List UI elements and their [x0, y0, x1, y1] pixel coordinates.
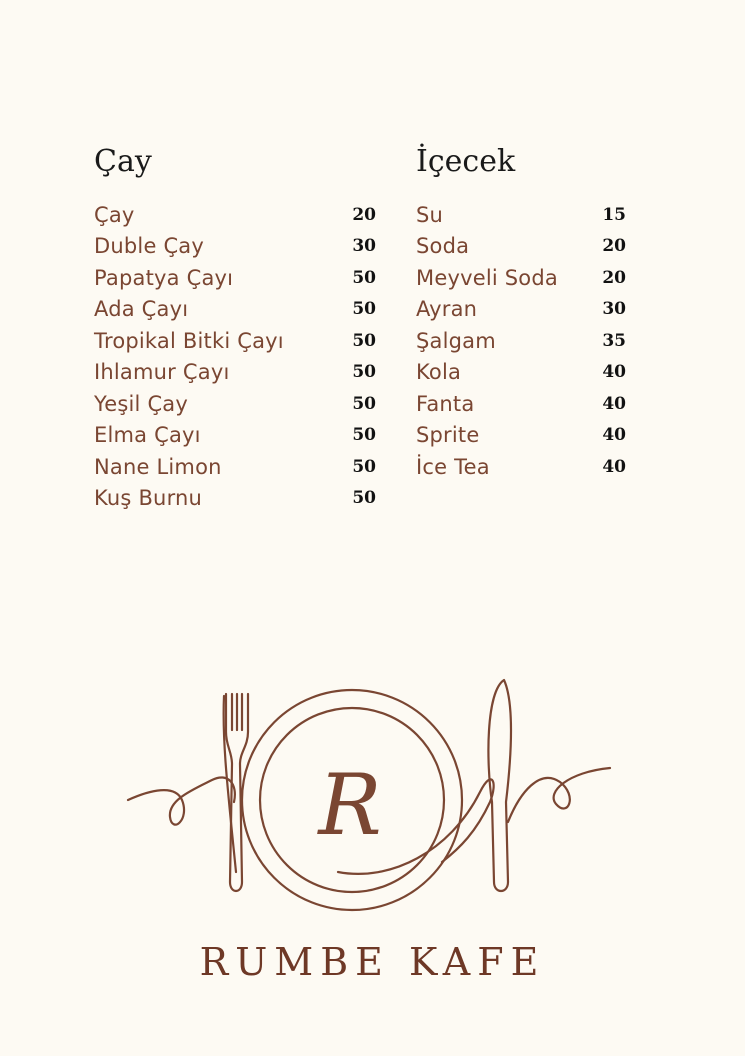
drinks-section-title: İçecek	[416, 144, 516, 179]
item-name: Duble Çay	[94, 234, 204, 259]
list-item	[416, 388, 626, 420]
item-price: 50	[352, 362, 376, 383]
list-item	[94, 451, 376, 483]
item-name: Fanta	[416, 391, 475, 416]
item-price: 40	[602, 425, 626, 446]
item-price: 20	[602, 267, 626, 288]
brand-name: RUMBE KAFE	[199, 940, 546, 984]
list-item	[94, 294, 376, 326]
item-name: Sprite	[416, 423, 480, 448]
list-item	[94, 231, 376, 263]
tea-list	[94, 199, 376, 514]
item-price: 50	[352, 330, 376, 351]
item-price: 50	[352, 267, 376, 288]
list-item	[416, 294, 626, 326]
item-name: Ayran	[416, 297, 478, 322]
drinks-section	[416, 140, 626, 483]
item-price: 50	[352, 456, 376, 477]
item-name: Kuş Burnu	[94, 486, 203, 511]
list-item	[416, 262, 626, 294]
tea-section-title: Çay	[94, 144, 152, 179]
item-price: 30	[602, 299, 626, 320]
list-item	[416, 451, 626, 483]
item-name: Meyveli Soda	[416, 265, 558, 290]
item-name: Nane Limon	[94, 454, 222, 479]
item-price: 50	[352, 425, 376, 446]
item-name: Ada Çayı	[94, 297, 189, 322]
item-price: 40	[602, 393, 626, 414]
item-price: 40	[602, 456, 626, 477]
item-price: 20	[602, 236, 626, 257]
list-item	[416, 199, 626, 231]
tea-section	[94, 140, 376, 514]
item-name: Su	[416, 202, 444, 227]
item-price: 50	[352, 488, 376, 509]
list-item	[416, 420, 626, 452]
item-name: Soda	[416, 234, 470, 259]
item-price: 50	[352, 299, 376, 320]
list-item	[94, 388, 376, 420]
item-name: Yeşil Çay	[94, 391, 189, 416]
plate-fork-knife-icon	[120, 672, 620, 920]
item-price: 30	[352, 236, 376, 257]
item-name: Papatya Çayı	[94, 265, 234, 290]
item-price: 40	[602, 362, 626, 383]
list-item	[94, 357, 376, 389]
item-price: 50	[352, 393, 376, 414]
monogram-text: R	[318, 756, 382, 854]
drinks-list	[416, 199, 626, 483]
list-item	[94, 199, 376, 231]
list-item	[416, 357, 626, 389]
list-item	[94, 325, 376, 357]
item-name: Çay	[94, 202, 135, 227]
list-item	[94, 420, 376, 452]
item-name: Kola	[416, 360, 462, 385]
item-price: 20	[352, 204, 376, 225]
item-name: Elma Çayı	[94, 423, 201, 448]
list-item	[416, 231, 626, 263]
item-price: 15	[602, 204, 626, 225]
item-name: Tropikal Bitki Çayı	[94, 328, 284, 353]
item-name: İce Tea	[416, 454, 490, 479]
item-price: 35	[602, 330, 626, 351]
item-name: Şalgam	[416, 328, 496, 353]
list-item	[94, 483, 376, 515]
item-name: Ihlamur Çayı	[94, 360, 230, 385]
list-item	[94, 262, 376, 294]
list-item	[416, 325, 626, 357]
